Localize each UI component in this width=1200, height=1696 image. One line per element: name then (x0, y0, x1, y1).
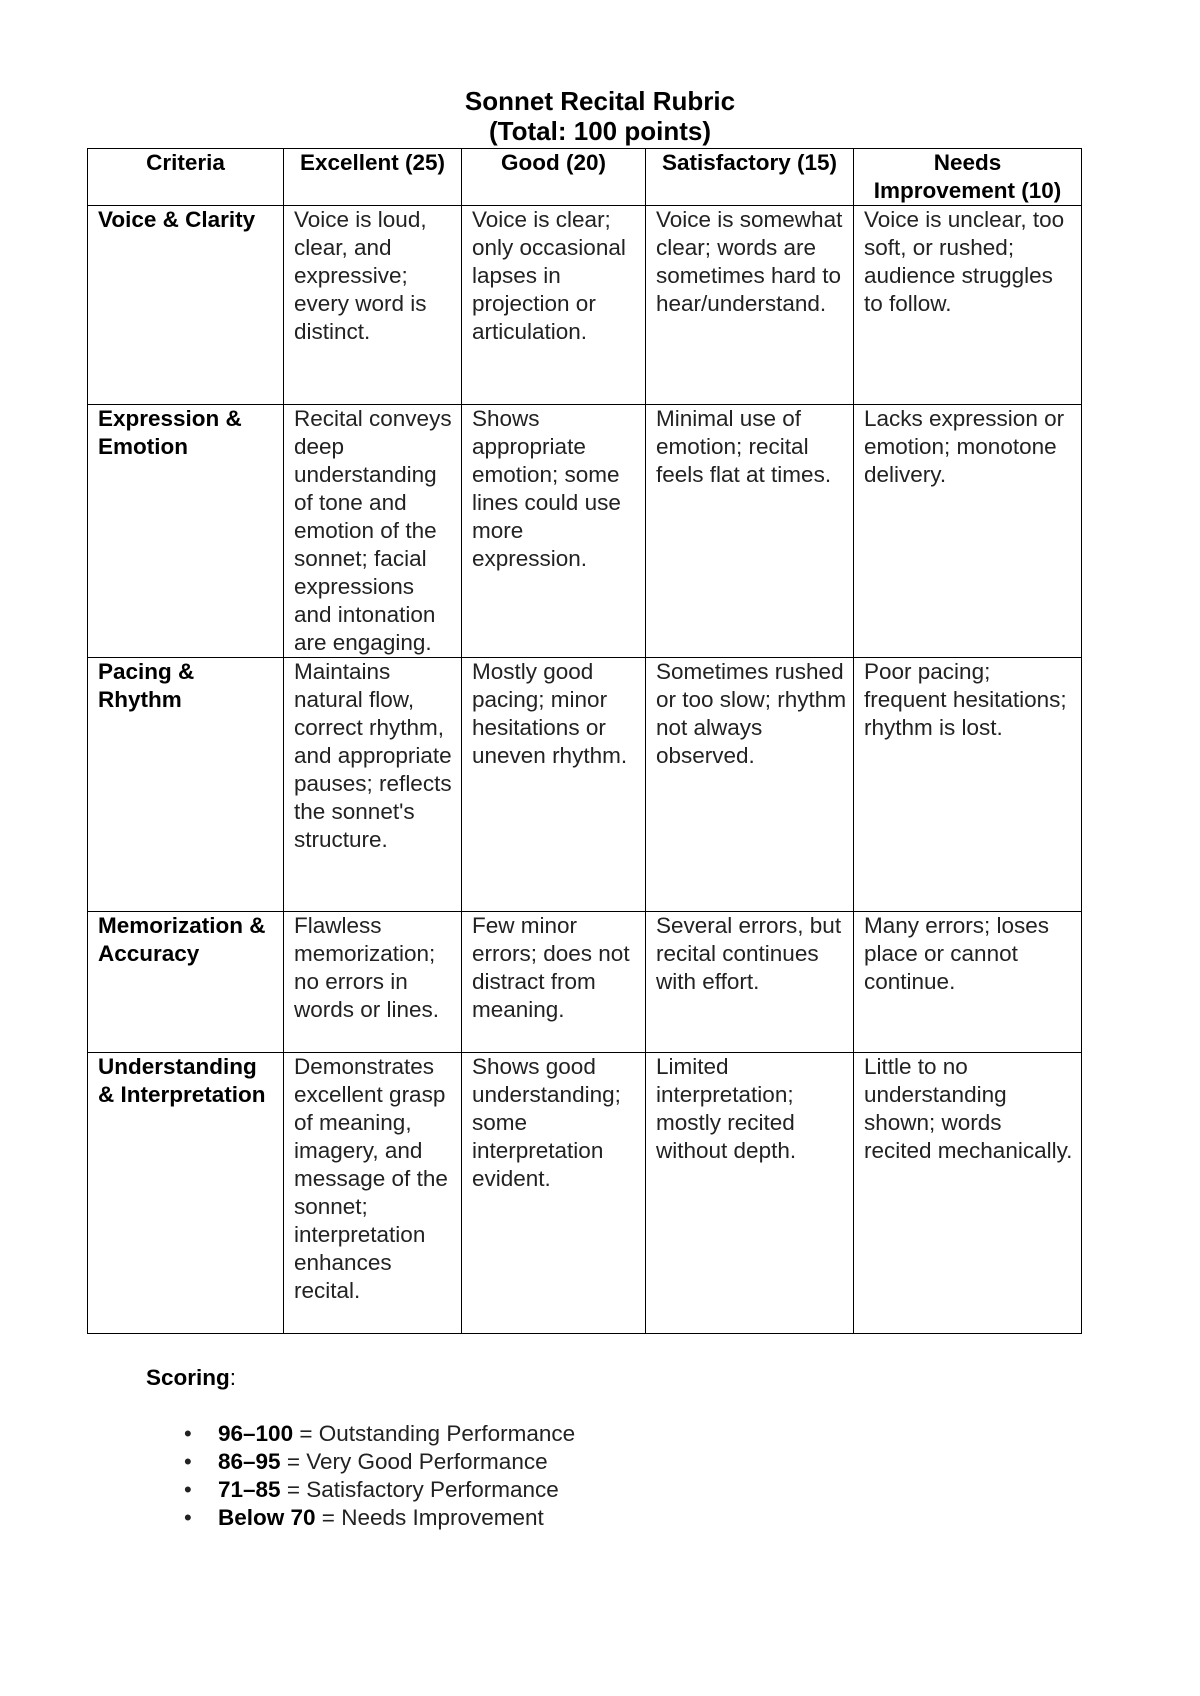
score-description: = Satisfactory Performance (280, 1477, 559, 1502)
table-row (88, 912, 1082, 1053)
good-cell: Few minor errors; does not distract from meaning. (462, 912, 646, 1053)
list-item (184, 1420, 575, 1448)
excellent-cell: Flawless memorization; no errors in words or lines. (284, 912, 462, 1053)
table-row (88, 405, 1082, 658)
good-cell: Shows appropriate emotion; some lines could use more expression. (462, 405, 646, 658)
page-title: Sonnet Recital Rubric (464, 86, 736, 116)
needs-improvement-cell: Many errors; loses place or cannot continue. (854, 912, 1082, 1053)
header-good: Good (20) (462, 149, 646, 206)
needs-improvement-cell: Lacks expression or emotion; monotone delivery. (854, 405, 1082, 658)
bullet-icon: • (184, 1421, 192, 1446)
rubric-table (87, 148, 1082, 1334)
excellent-cell: Voice is loud, clear, and expressive; every word is distinct. (284, 206, 462, 405)
header-criteria: Criteria (88, 149, 284, 206)
criteria-cell: Understanding & Interpretation (88, 1053, 284, 1334)
bullet-icon: • (184, 1477, 192, 1502)
bullet-icon: • (184, 1505, 192, 1530)
table-row (88, 658, 1082, 912)
list-item (184, 1448, 575, 1476)
satisfactory-cell: Voice is somewhat clear; words are sometimes hard to hear/understand. (646, 206, 854, 405)
good-cell: Mostly good pacing; minor hesitations or uneven rhythm. (462, 658, 646, 912)
good-cell: Shows good understanding; some interpretation evident. (462, 1053, 646, 1334)
excellent-cell: Maintains natural flow, correct rhythm, and appropriate pauses; reflects the sonnet's structure. (284, 658, 462, 912)
score-range: 86–95 (218, 1449, 281, 1474)
table-row (88, 206, 1082, 405)
good-cell: Voice is clear; only occasional lapses in projection or articulation. (462, 206, 646, 405)
list-item (184, 1504, 575, 1532)
score-range: 71–85 (218, 1477, 281, 1502)
scoring-colon: : (229, 1365, 237, 1390)
list-item (184, 1476, 575, 1504)
satisfactory-cell: Minimal use of emotion; recital feels flat at times. (646, 405, 854, 658)
excellent-cell: Demonstrates excellent grasp of meaning, imagery, and message of the sonnet; interpretation enhances recital. (284, 1053, 462, 1334)
score-range: 96–100 (218, 1421, 294, 1446)
score-description: = Very Good Performance (280, 1449, 548, 1474)
satisfactory-cell: Several errors, but recital continues with effort. (646, 912, 854, 1053)
bullet-icon: • (184, 1449, 192, 1474)
score-description: = Needs Improvement (315, 1505, 544, 1530)
scoring-label-text: Scoring (146, 1365, 230, 1390)
score-range: Below 70 (218, 1505, 316, 1530)
criteria-cell: Voice & Clarity (88, 206, 284, 405)
scoring-heading (146, 1364, 236, 1392)
header-needs-improvement: Needs Improvement (10) (854, 149, 1082, 206)
page-subtitle-total: (Total: 100 points) (489, 116, 711, 146)
satisfactory-cell: Sometimes rushed or too slow; rhythm not always observed. (646, 658, 854, 912)
satisfactory-cell: Limited interpretation; mostly recited without depth. (646, 1053, 854, 1334)
scoring-list (184, 1420, 575, 1532)
needs-improvement-cell: Voice is unclear, too soft, or rushed; audience struggles to follow. (854, 206, 1082, 405)
header-excellent: Excellent (25) (284, 149, 462, 206)
excellent-cell: Recital conveys deep understanding of tone and emotion of the sonnet; facial expressions and intonation are engaging. (284, 405, 462, 658)
criteria-cell: Memorization & Accuracy (88, 912, 284, 1053)
table-row (88, 1053, 1082, 1334)
table-header-row (88, 149, 1082, 206)
score-description: = Outstanding Performance (293, 1421, 576, 1446)
needs-improvement-cell: Little to no understanding shown; words recited mechanically. (854, 1053, 1082, 1334)
needs-improvement-cell: Poor pacing; frequent hesitations; rhythm is lost. (854, 658, 1082, 912)
header-satisfactory: Satisfactory (15) (646, 149, 854, 206)
criteria-cell: Pacing & Rhythm (88, 658, 284, 912)
criteria-cell: Expression & Emotion (88, 405, 284, 658)
